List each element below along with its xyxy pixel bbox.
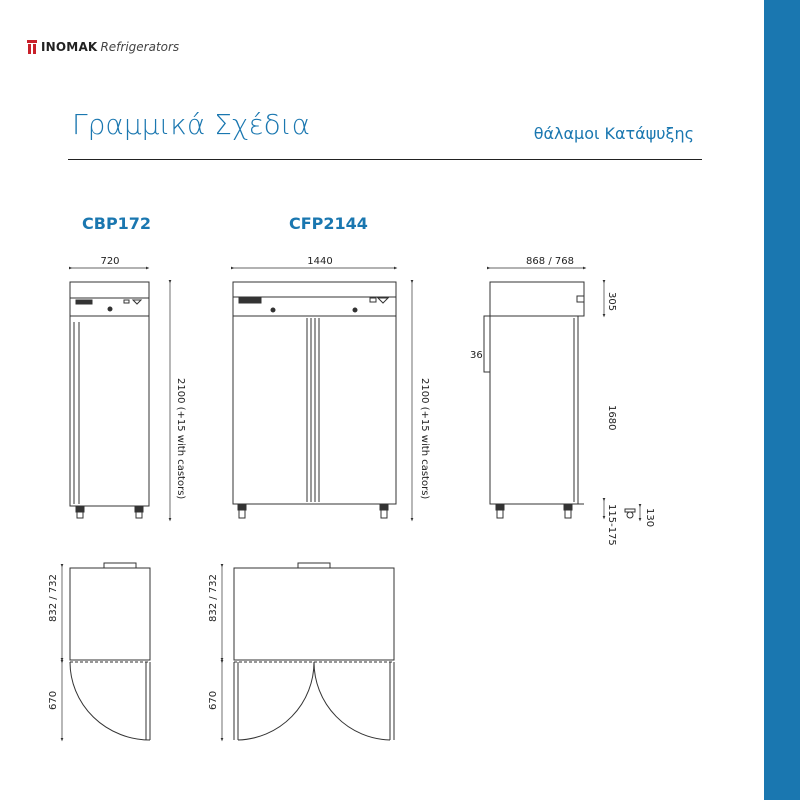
plan-door-label-double: 670 (208, 690, 219, 710)
side-depth-label: 868 / 768 (526, 256, 574, 267)
height-label-double: 2100 (+15 with castors) (419, 378, 430, 500)
handle-depth-label: 36 (470, 350, 483, 361)
page-title: Γραμμικά Σχέδια (72, 108, 311, 141)
model-label-double: CFP2144 (289, 214, 368, 233)
plan-depth-label-double: 832 / 732 (208, 574, 219, 622)
brand-subtitle: Refrigerators (100, 40, 180, 54)
leg-range-label: 115-175 (606, 504, 617, 546)
body-height-label: 1680 (606, 405, 617, 431)
double-front-view (233, 268, 412, 520)
top-height-label: 305 (606, 292, 617, 312)
plan-depth-label-single: 832 / 732 (48, 574, 59, 622)
plan-door-label-single: 670 (48, 690, 59, 710)
brand-name: INOMAK (41, 40, 98, 54)
right-accent-bar (764, 0, 800, 800)
leg-height-label: 130 (644, 508, 655, 528)
model-label-single: CBP172 (82, 214, 152, 233)
height-label-single: 2100 (+15 with castors) (175, 378, 186, 500)
double-plan-view (222, 563, 394, 740)
door-panel (70, 316, 149, 506)
single-plan-view (62, 563, 150, 740)
width-label-double: 1440 (307, 256, 333, 267)
single-front-view (70, 268, 170, 520)
page-subtitle: θάλαμοι Κατάψυξης (533, 124, 694, 143)
width-label-single: 720 (100, 256, 120, 267)
